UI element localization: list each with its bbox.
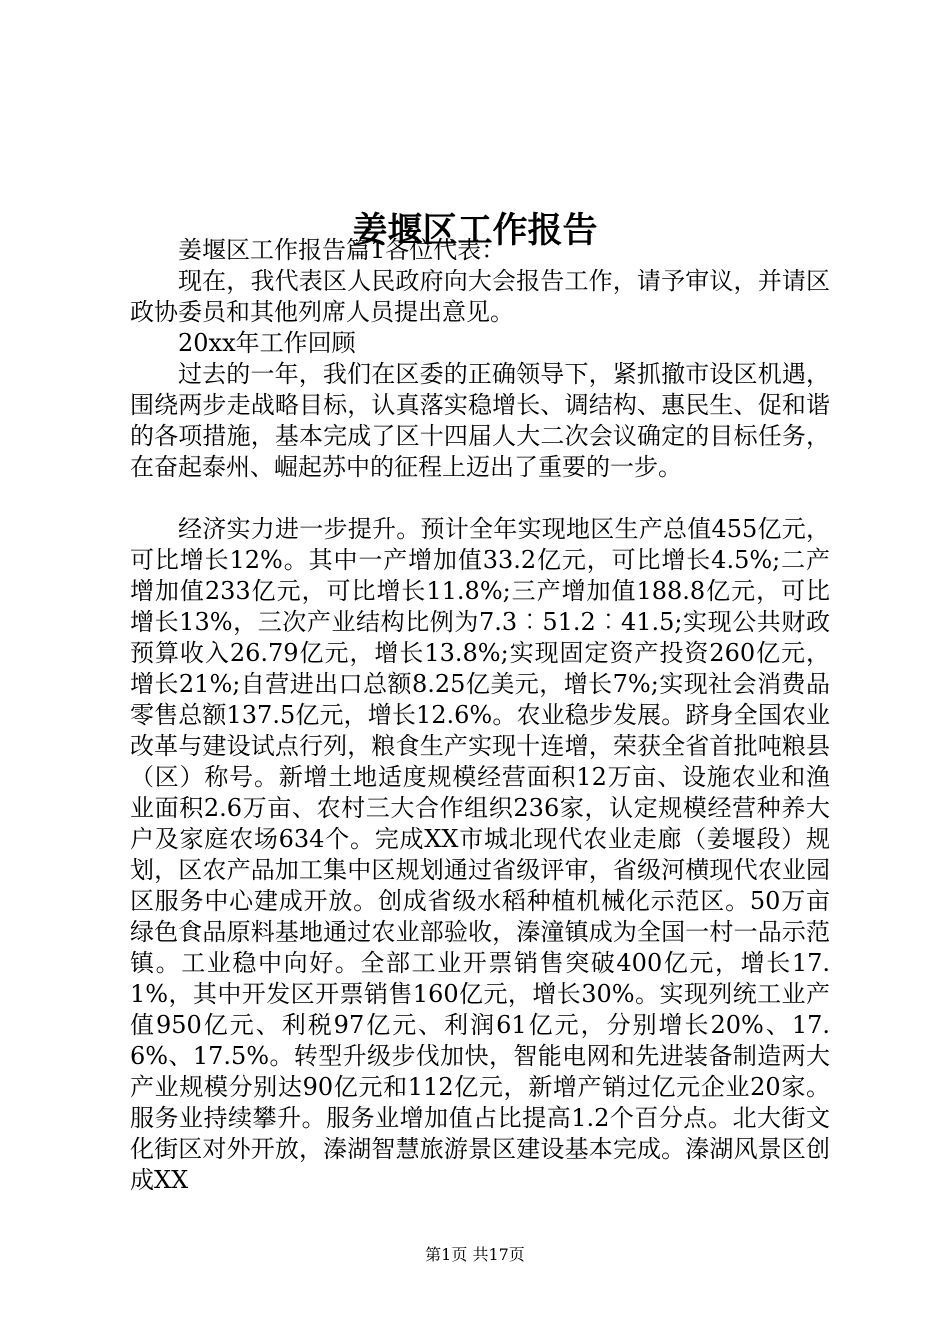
paragraph-intro: 姜堰区工作报告篇1各位代表： xyxy=(178,236,506,264)
paragraph-economy: 经济实力进一步提升。预计全年实现地区生产总值455亿元，可比增长12%。其中一产增加值33.2亿元，可比增长4.5%;二产增加值233亿元，可比增长11.8%;三产增加值188.8亿元，可比增长13%，三次产业结构比例为7.3︰51.2︰41.5;实现公共财政预算收入26.79亿元，增长13.8%;实现固定资产投资260亿元，增长21%;自营进出口总额8.25亿美元，增长7%;实现社会消费品零售总额137.5亿元，增长12.6%。农业稳步发展。跻身全国农业改革与建设试点行列，粮食生产实现十连增，荣获全省首批吨粮县（区）称号。新增土地适度规模经营面积12万亩、设施农业和渔业面积2.6万亩、农村三大合作组织236家，认定规模经营种养大户及家庭农场634个。完成XX市城北现代农业走廊（姜堰段）规划，区农产品加工集中区规划通过省级评审，省级河横现代农业园区服务中心建成开放。创成省级水稻种植机械化示范区。50万亩绿色食品原料基地通过农业部验收，溱潼镇成为全国一村一品示范镇。工业稳中向好。全部工业开票销售突破400亿元，增长17.1%，其中开发区开票销售160亿元，增长30%。实现列统工业产值950亿元、利税97亿元、利润61亿元，分别增长20%、17.6%、17.5%。转型升级步伐加快，智能电网和先进装备制造两大产业规模分别达90亿元和112亿元，新增产销过亿元企业20家。服务业持续攀升。服务业增加值占比提高1.2个百分点。北大街文化街区对外开放，溱湖智慧旅游景区建设基本完成。溱湖风景区创成XX xyxy=(130,515,830,1194)
paragraph-overview: 过去的一年，我们在区委的正确领导下，紧抓撤市设区机遇，围绕两步走战略目标，认真落实稳增长、调结构、惠民生、促和谐的各项措施，基本完成了区十四届人大二次会议确定的目标任务，在奋起泰州、崛起苏中的征程上迈出了重要的一步。 xyxy=(130,360,830,481)
page-footer: 第1页 共17页 xyxy=(425,1245,525,1264)
paragraph-opening: 现在，我代表区人民政府向大会报告工作，请予审议，并请区政协委员和其他列席人员提出意见。 xyxy=(130,267,830,326)
document-title: 姜堰区工作报告 xyxy=(352,210,598,252)
paragraph-spacer xyxy=(130,483,830,514)
document-body xyxy=(130,235,830,1196)
section-heading-review: 20xx年工作回顾 xyxy=(178,329,356,357)
